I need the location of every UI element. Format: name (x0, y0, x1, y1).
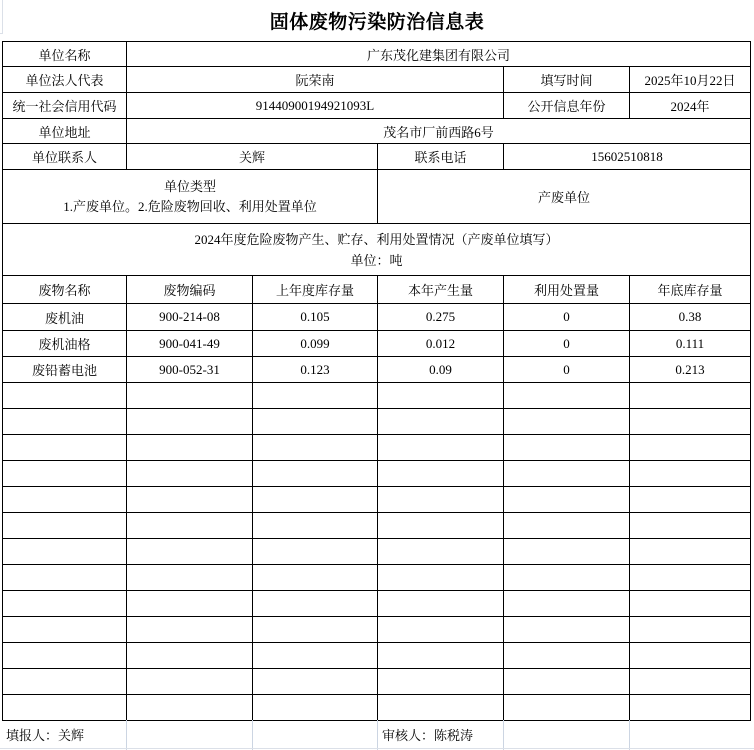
waste-produced: 0.012 (378, 331, 504, 357)
empty-cell (504, 409, 630, 435)
empty-cell (378, 487, 504, 513)
footer (2, 720, 750, 748)
waste-header-row (3, 276, 751, 304)
fill-date-label: 填写时间 (504, 67, 630, 93)
contact-label: 单位联系人 (3, 144, 127, 170)
credit-code-label: 统一社会信用代码 (3, 93, 127, 119)
empty-cell (630, 643, 751, 669)
credit-code-value: 91440900194921093L (127, 93, 504, 119)
empty-cell (630, 565, 751, 591)
empty-row (3, 591, 751, 617)
unit-type-value: 产废单位 (378, 170, 751, 224)
empty-cell (3, 565, 127, 591)
empty-cell (127, 669, 253, 695)
empty-cell (3, 409, 127, 435)
unit-name-label: 单位名称 (3, 42, 127, 67)
empty-cell (630, 669, 751, 695)
empty-cell (3, 383, 127, 409)
empty-cell (3, 539, 127, 565)
empty-cell (127, 539, 253, 565)
waste-end-stock: 0.111 (630, 331, 751, 357)
public-year-value: 2024年 (630, 93, 751, 119)
empty-cell (127, 461, 253, 487)
header-prev-stock: 上年度库存量 (253, 276, 378, 304)
empty-cell (504, 461, 630, 487)
footer-gridline (377, 720, 378, 750)
empty-cell (127, 565, 253, 591)
empty-cell (253, 565, 378, 591)
sheet-gridline-bottom (0, 748, 754, 749)
empty-cell (630, 591, 751, 617)
empty-cell (3, 695, 127, 721)
empty-cell (253, 617, 378, 643)
footer-gridline (503, 720, 504, 750)
empty-cell (504, 565, 630, 591)
empty-cell (378, 409, 504, 435)
empty-cell (630, 513, 751, 539)
legal-rep-label: 单位法人代表 (3, 67, 127, 93)
empty-row (3, 461, 751, 487)
waste-name: 废铅蓄电池 (3, 357, 127, 383)
empty-cell (253, 461, 378, 487)
empty-cell (504, 591, 630, 617)
empty-row (3, 513, 751, 539)
empty-cell (253, 435, 378, 461)
empty-cell (630, 617, 751, 643)
empty-cell (253, 513, 378, 539)
waste-prev-stock: 0.105 (253, 304, 378, 331)
empty-cell (504, 539, 630, 565)
waste-empty-rows (3, 383, 751, 721)
reviewer-text: 审核人：陈税涛 (382, 728, 474, 743)
section-title: 2024年度危险废物产生、贮存、利用处置情况（产废单位填写） (194, 231, 559, 247)
waste-name: 废机油格 (3, 331, 127, 357)
legal-rep-value: 阮荣南 (127, 67, 504, 93)
empty-cell (504, 669, 630, 695)
empty-cell (3, 461, 127, 487)
info-waste-table (2, 41, 751, 721)
empty-cell (253, 591, 378, 617)
public-year-label: 公开信息年份 (504, 93, 630, 119)
empty-row (3, 643, 751, 669)
address-value: 茂名市厂前西路6号 (127, 119, 751, 144)
header-end-stock: 年底库存量 (630, 276, 751, 304)
empty-cell (378, 513, 504, 539)
empty-cell (504, 513, 630, 539)
empty-row (3, 409, 751, 435)
footer-gridline (252, 720, 253, 750)
phone-value: 15602510818 (504, 144, 751, 170)
header-produced: 本年产生量 (378, 276, 504, 304)
empty-cell (253, 643, 378, 669)
waste-disposed: 0 (504, 357, 630, 383)
waste-disposed: 0 (504, 331, 630, 357)
waste-disposed: 0 (504, 304, 630, 331)
empty-row (3, 539, 751, 565)
empty-cell (253, 539, 378, 565)
empty-cell (378, 565, 504, 591)
empty-cell (630, 487, 751, 513)
empty-cell (253, 487, 378, 513)
empty-cell (378, 643, 504, 669)
empty-cell (3, 591, 127, 617)
empty-cell (630, 383, 751, 409)
waste-code: 900-052-31 (127, 357, 253, 383)
empty-cell (378, 695, 504, 721)
empty-cell (253, 669, 378, 695)
empty-cell (253, 695, 378, 721)
empty-cell (504, 643, 630, 669)
row-contact (3, 144, 751, 170)
empty-cell (630, 409, 751, 435)
page-title: 固体废物污染防治信息表 (269, 12, 485, 33)
empty-cell (3, 617, 127, 643)
empty-row (3, 435, 751, 461)
empty-cell (378, 383, 504, 409)
waste-code: 900-214-08 (127, 304, 253, 331)
empty-cell (504, 435, 630, 461)
empty-cell (630, 461, 751, 487)
waste-name: 废机油 (3, 304, 127, 331)
header-waste-name: 废物名称 (3, 276, 127, 304)
empty-cell (127, 383, 253, 409)
section-title-cell (3, 224, 751, 276)
waste-row (3, 331, 751, 357)
empty-row (3, 617, 751, 643)
empty-cell (3, 513, 127, 539)
unit-type-options: 1.产废单位。2.危险废物回收、利用处置单位 (63, 198, 317, 214)
waste-code: 900-041-49 (127, 331, 253, 357)
empty-cell (504, 617, 630, 643)
empty-row (3, 695, 751, 721)
empty-cell (253, 383, 378, 409)
empty-cell (630, 695, 751, 721)
row-unit-type (3, 170, 751, 224)
unit-type-cell (3, 170, 378, 224)
row-legal-rep (3, 67, 751, 93)
waste-produced: 0.275 (378, 304, 504, 331)
empty-cell (504, 695, 630, 721)
empty-cell (3, 487, 127, 513)
waste-prev-stock: 0.123 (253, 357, 378, 383)
empty-cell (504, 487, 630, 513)
contact-value: 关辉 (127, 144, 378, 170)
empty-cell (3, 435, 127, 461)
fill-date-value: 2025年10月22日 (630, 67, 751, 93)
waste-prev-stock: 0.099 (253, 331, 378, 357)
empty-row (3, 487, 751, 513)
phone-label: 联系电话 (378, 144, 504, 170)
empty-cell (378, 461, 504, 487)
empty-row (3, 565, 751, 591)
row-credit-code (3, 93, 751, 119)
empty-cell (127, 513, 253, 539)
empty-row (3, 669, 751, 695)
empty-cell (378, 617, 504, 643)
empty-cell (127, 435, 253, 461)
header-disposed: 利用处置量 (504, 276, 630, 304)
empty-cell (378, 539, 504, 565)
waste-row (3, 357, 751, 383)
waste-produced: 0.09 (378, 357, 504, 383)
empty-cell (127, 409, 253, 435)
empty-cell (127, 695, 253, 721)
footer-gridline (629, 720, 630, 750)
empty-cell (127, 487, 253, 513)
empty-cell (504, 383, 630, 409)
preparer-text: 填报人：关辉 (6, 728, 85, 743)
waste-end-stock: 0.213 (630, 357, 751, 383)
empty-cell (3, 669, 127, 695)
header-waste-code: 废物编码 (127, 276, 253, 304)
row-section-title (3, 224, 751, 276)
empty-cell (253, 409, 378, 435)
empty-cell (3, 643, 127, 669)
empty-cell (127, 591, 253, 617)
address-label: 单位地址 (3, 119, 127, 144)
waste-end-stock: 0.38 (630, 304, 751, 331)
waste-row (3, 304, 751, 331)
unit-type-label: 单位类型 (163, 178, 216, 194)
empty-cell (127, 617, 253, 643)
empty-cell (378, 669, 504, 695)
section-unit-line: 单位：吨 (350, 252, 403, 268)
empty-cell (630, 435, 751, 461)
unit-name-value: 广东茂化建集团有限公司 (127, 42, 751, 67)
footer-gridline (126, 720, 127, 750)
empty-cell (630, 539, 751, 565)
empty-cell (378, 435, 504, 461)
empty-cell (378, 591, 504, 617)
empty-cell (127, 643, 253, 669)
row-address (3, 119, 751, 144)
empty-row (3, 383, 751, 409)
row-unit-name (3, 42, 751, 67)
